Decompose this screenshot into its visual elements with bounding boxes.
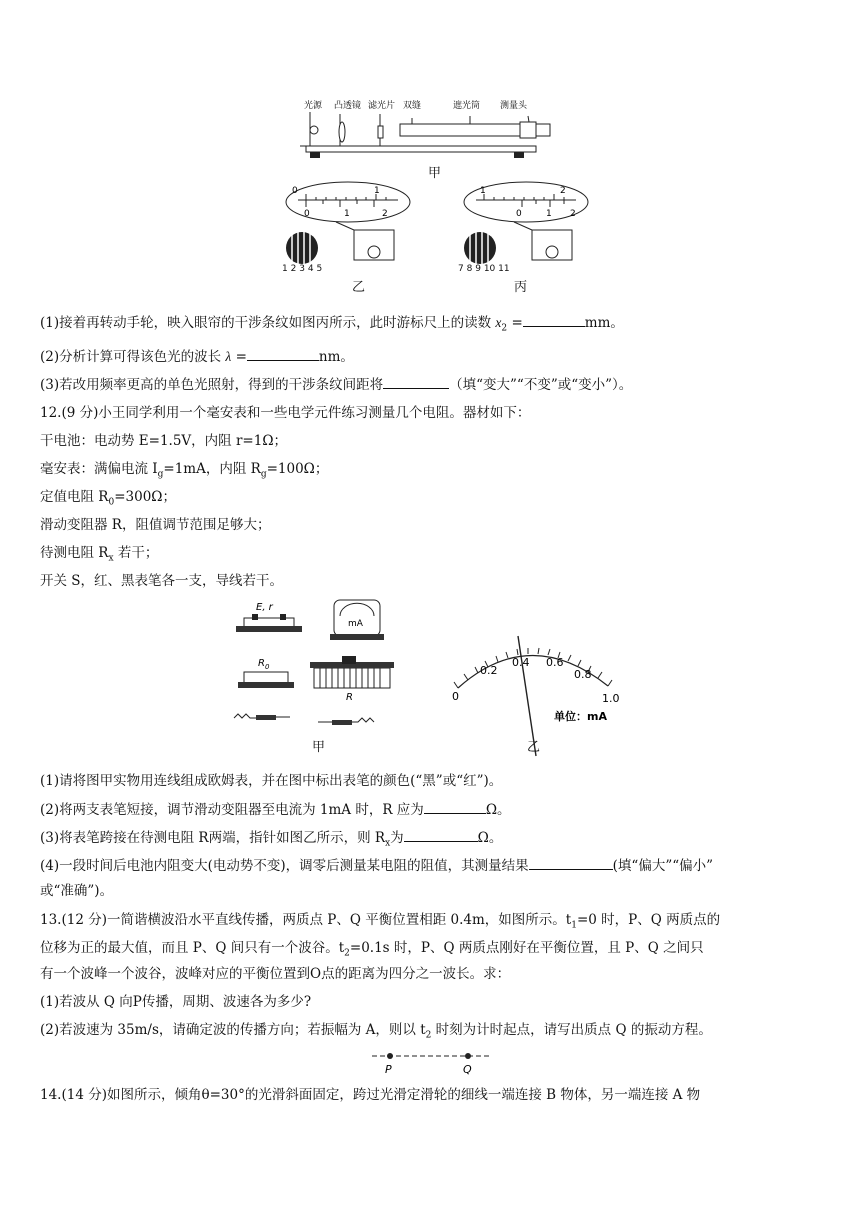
label-lens: 凸透镜 bbox=[334, 101, 362, 111]
bing-main-2: 2 bbox=[560, 186, 566, 196]
figure-components bbox=[230, 596, 400, 730]
label-double-slit: 双缝 bbox=[403, 101, 422, 111]
q12-figure-label-jia: 甲 bbox=[312, 740, 326, 755]
label-tube: 遮光筒 bbox=[453, 101, 481, 111]
q13-l5-b: 时刻为计时起点，请写出质点 Q 的振动方程。 bbox=[431, 1022, 712, 1038]
label-measuring-head: 测量头 bbox=[500, 101, 528, 111]
q13-l1-b: =0 时，P、Q 两质点的 bbox=[576, 912, 721, 928]
q11-part1 bbox=[40, 312, 624, 339]
q11-part1-text: (1)接着再转动手轮，映入眼帘的干涉条纹如图丙所示，此时游标尺上的读数 bbox=[40, 315, 492, 331]
q12-answer-blank-3[interactable] bbox=[404, 827, 478, 842]
q11-part3 bbox=[40, 374, 632, 395]
q11-part3-text: (3)若改用频率更高的单色光照射，得到的干涉条纹间距将 bbox=[40, 377, 384, 393]
bing-main-1: 1 bbox=[480, 186, 486, 196]
meter-tick-0.8: 0.8 bbox=[574, 668, 592, 681]
bing-fringe-8: 8 bbox=[466, 264, 473, 274]
q12-sub3-c: 为 bbox=[390, 830, 404, 846]
yi-fringe-4: 4 bbox=[307, 264, 314, 274]
q11-part2-unit: nm。 bbox=[318, 349, 354, 365]
bing-vernier-0: 0 bbox=[516, 209, 522, 219]
q12-item2-b: =1mA，内阻 R bbox=[163, 461, 261, 477]
q12-answer-blank-4[interactable] bbox=[529, 855, 613, 870]
q12-item3-b: =300Ω； bbox=[114, 489, 176, 505]
q12-sub4-cont: 或“准确”)。 bbox=[40, 883, 114, 899]
bing-fringe-10: 10 bbox=[483, 264, 496, 274]
q12-sub3-a: (3)将表笔跨接在待测电阻 R bbox=[40, 830, 209, 846]
q11-answer-blank-1[interactable] bbox=[523, 312, 585, 327]
q12-sub4-a: (4)一段时间后电池内阻变大(电动势不变)，调零后测量某电阻的阻值，其测量结果 bbox=[40, 858, 529, 874]
q13-part2 bbox=[40, 1020, 712, 1046]
meter-tick-1.0: 1.0 bbox=[602, 692, 620, 705]
q13-l2-sub: 2 bbox=[344, 948, 350, 959]
q12-sub4-b: (填“偏大”“偏小” bbox=[612, 858, 714, 874]
bing-fringe-9: 9 bbox=[475, 264, 481, 274]
point-p bbox=[387, 1053, 393, 1059]
q11-part2 bbox=[40, 346, 354, 367]
rheostat-label: R bbox=[346, 692, 353, 703]
meter-tick-0: 0 bbox=[452, 690, 459, 703]
bing-fringe-labels bbox=[458, 264, 510, 274]
q13-l2-b: =0.1s 时，P、Q 两质点刚好在平衡位置，且 P、Q 之间只 bbox=[349, 940, 704, 956]
q12-sub3-unit: Ω。 bbox=[477, 830, 503, 846]
bing-fringe-11: 11 bbox=[498, 264, 510, 274]
bing-vernier-2: 2 bbox=[570, 209, 576, 219]
q12-sub3-sub: x bbox=[385, 838, 391, 849]
q12-item3-sub: 0 bbox=[108, 497, 115, 508]
ma-label: mA bbox=[348, 619, 363, 629]
meter-unit: 单位：mA bbox=[554, 710, 607, 723]
q13-line2 bbox=[40, 938, 704, 964]
q13-line1 bbox=[40, 910, 720, 936]
q11-part1-unit: mm。 bbox=[584, 315, 624, 331]
q12-sub2 bbox=[40, 799, 511, 820]
q13-l2-a: 位移为正的最大值，而且 P、Q 间只有一个波谷。t bbox=[40, 940, 345, 956]
q12-sub3 bbox=[40, 827, 502, 854]
figure-label-bing: 丙 bbox=[514, 280, 528, 295]
q12-item2-sub2: g bbox=[260, 469, 267, 480]
q12-item5-sub: x bbox=[108, 553, 114, 564]
q13-l5-sub: 2 bbox=[425, 1030, 432, 1041]
label-p: P bbox=[385, 1063, 392, 1076]
q11-part1-eq: = bbox=[511, 315, 523, 331]
q13-part1: (1)若波从 Q 向P传播，周期、波速各为多少? bbox=[40, 994, 312, 1010]
q12-item-rheostat: 滑动变阻器 R，阻值调节范围足够大； bbox=[40, 517, 271, 533]
q12-item-switch: 开关 S，红、黑表笔各一支，导线若干。 bbox=[40, 573, 284, 589]
q12-item2-sub1: g bbox=[157, 469, 164, 480]
yi-main-1: 1 bbox=[374, 186, 380, 196]
bing-vernier-1: 1 bbox=[546, 209, 552, 219]
label-light-source: 光源 bbox=[304, 101, 323, 111]
q11-answer-blank-3[interactable] bbox=[383, 374, 449, 389]
yi-vernier-1: 1 bbox=[344, 209, 350, 219]
q11-var-lambda: λ bbox=[225, 349, 232, 364]
yi-fringe-3: 3 bbox=[299, 264, 305, 274]
q12-sub1: (1)请将图甲实物用连线组成欧姆表，并在图中标出表笔的颜色(“黑”或“红”)。 bbox=[40, 773, 503, 789]
q12-sub4 bbox=[40, 855, 713, 876]
q13-l1-sub: 1 bbox=[571, 920, 577, 931]
label-filter: 滤光片 bbox=[368, 101, 396, 111]
yi-fringe-2: 2 bbox=[290, 264, 297, 274]
meter-tick-0.2: 0.2 bbox=[480, 664, 498, 677]
label-q: Q bbox=[463, 1063, 472, 1076]
figure-label-yi: 乙 bbox=[352, 280, 366, 295]
meter-tick-0.6: 0.6 bbox=[546, 656, 564, 669]
yi-fringe-1: 1 bbox=[282, 264, 288, 274]
q12-sub2-unit: Ω。 bbox=[485, 802, 511, 818]
q11-sub-2: 2 bbox=[501, 323, 508, 334]
yi-main-0: 0 bbox=[292, 186, 298, 196]
q11-answer-blank-2[interactable] bbox=[247, 346, 319, 361]
q13-l5-a: (2)若波速为 35m/s，请确定波的传播方向；若振幅为 A，则以 t bbox=[40, 1022, 426, 1038]
q12-item-battery: 干电池：电动势 E=1.5V，内阻 r=1Ω； bbox=[40, 433, 288, 449]
q12-item2-c: =100Ω； bbox=[266, 461, 329, 477]
q11-var-x: x bbox=[495, 315, 502, 330]
q12-item-unknown-resistor bbox=[40, 543, 158, 569]
q12-item5-a: 待测电阻 R bbox=[40, 545, 109, 561]
q11-part3-hint: （填“变大”“不变”或“变小”）。 bbox=[449, 377, 633, 393]
bing-fringe-7: 7 bbox=[458, 264, 464, 274]
q13-line3: 有一个波峰一个波谷，波峰对应的平衡位置到O点的距离为四分之一波长。求： bbox=[40, 966, 511, 982]
q12-item3-a: 定值电阻 R bbox=[40, 489, 109, 505]
q12-item2-a: 毫安表：满偏电流 I bbox=[40, 461, 158, 477]
r0-label: $R_0$ bbox=[258, 658, 270, 671]
figure-pq-line bbox=[368, 1046, 498, 1076]
q12-figure-label-yi: 乙 bbox=[527, 740, 541, 755]
yi-fringe-5: 5 bbox=[316, 264, 323, 274]
q12-answer-blank-2[interactable] bbox=[424, 799, 486, 814]
q12-sub2-text: (2)将两支表笔短接，调节滑动变阻器至电流为 1mA 时，R 应为 bbox=[40, 802, 424, 818]
q11-part2-text: (2)分析计算可得该色光的波长 bbox=[40, 349, 222, 365]
q12-item5-b: 若干； bbox=[113, 545, 159, 561]
figure-label-jia: 甲 bbox=[428, 166, 442, 181]
yi-vernier-0: 0 bbox=[304, 209, 310, 219]
yi-vernier-2: 2 bbox=[382, 209, 388, 219]
yi-fringe-labels bbox=[282, 264, 322, 274]
q12-item-fixed-resistor bbox=[40, 487, 176, 513]
q12-sub3-b: 两端，指针如图乙所示，则 R bbox=[208, 830, 386, 846]
q12-intro: 12.(9 分)小王同学利用一个毫安表和一些电学元件练习测量几个电阻。器材如下： bbox=[40, 405, 531, 421]
q12-item-milliammeter bbox=[40, 459, 328, 485]
q11-part2-eq: = bbox=[235, 349, 247, 365]
q13-l1-a: 13.(12 分)一简谐横波沿水平直线传播，两质点 P、Q 平衡位置相距 0.4m，如图所示。t bbox=[40, 912, 572, 928]
q14-line1: 14.(14 分)如图所示，倾角θ=30°的光滑斜面固定，跨过光滑定滑轮的细线一端连接 B 物体，另一端连接 A 物 bbox=[40, 1087, 701, 1103]
meter-tick-0.4: 0.4 bbox=[512, 656, 530, 669]
battery-label: E, r bbox=[256, 602, 273, 613]
point-q bbox=[465, 1053, 471, 1059]
